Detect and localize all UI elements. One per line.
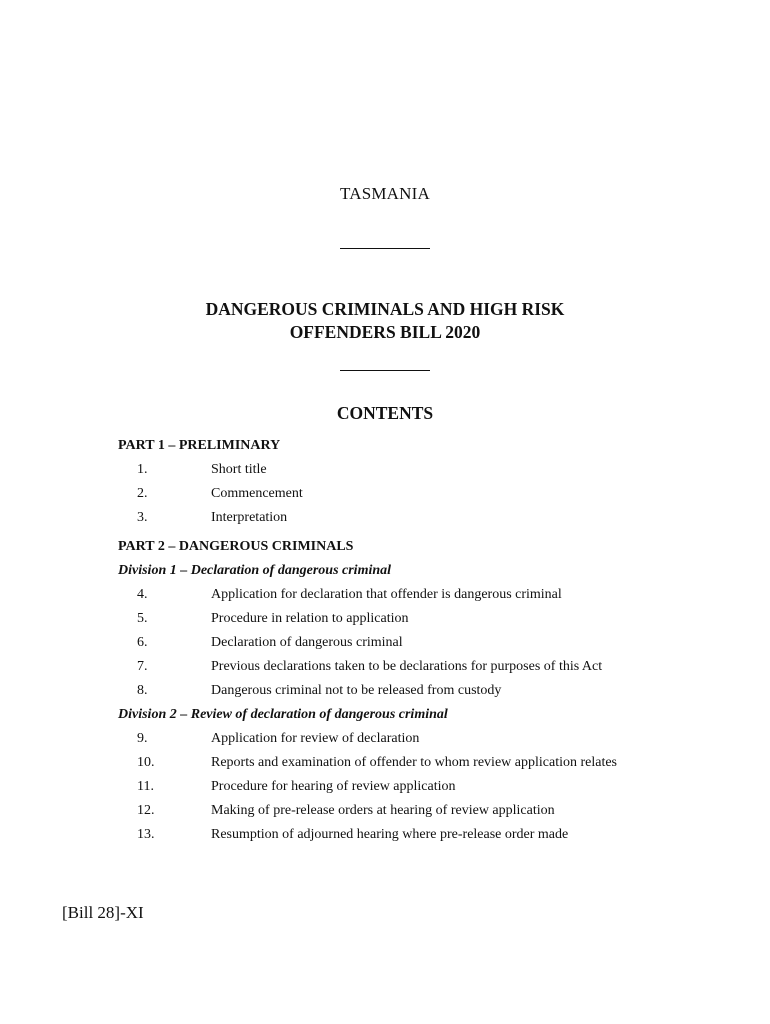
bill-title-line-1: DANGEROUS CRIMINALS AND HIGH RISK: [205, 299, 565, 319]
section-number: 3.: [137, 510, 148, 525]
section-title: Short title: [211, 462, 267, 477]
section-title: Interpretation: [211, 510, 288, 525]
section-title: Application for declaration that offender is dangerous criminal: [211, 587, 562, 602]
division-heading: Division 1 – Declaration of dangerous criminal: [118, 563, 392, 578]
section-title: Previous declarations taken to be declarations for purposes of this Act: [211, 659, 603, 674]
toc-entry: [118, 754, 618, 771]
part-heading: PART 2 – DANGEROUS CRIMINALS: [118, 539, 354, 554]
bill-title-line-2: OFFENDERS BILL 2020: [289, 322, 481, 342]
section-title: Reports and examination of offender to whom review application relates: [211, 755, 617, 770]
part-heading: PART 1 – PRELIMINARY: [118, 438, 281, 453]
section-title: Application for review of declaration: [211, 731, 420, 746]
contents-heading: CONTENTS: [336, 403, 434, 423]
toc-entry: [118, 826, 618, 843]
section-number: 5.: [137, 611, 148, 626]
section-title: Procedure in relation to application: [211, 611, 409, 626]
section-number: 11.: [137, 779, 154, 794]
division-heading: Division 2 – Review of declaration of dangerous criminal: [118, 707, 448, 722]
toc-entry: [118, 730, 618, 747]
toc-entry: [118, 658, 618, 675]
section-number: 6.: [137, 635, 148, 650]
section-title: Procedure for hearing of review application: [211, 779, 456, 794]
section-number: 2.: [137, 486, 148, 501]
section-title: Dangerous criminal not to be released from custody: [211, 683, 502, 698]
table-of-contents: [118, 437, 618, 850]
toc-entry: [118, 461, 618, 478]
toc-entry: [118, 682, 618, 699]
divider-rule-bottom: [340, 370, 430, 371]
toc-entry: [118, 610, 618, 627]
section-title: Commencement: [211, 486, 303, 501]
section-number: 8.: [137, 683, 148, 698]
section-number: 12.: [137, 803, 155, 818]
section-number: 7.: [137, 659, 148, 674]
section-number: 10.: [137, 755, 155, 770]
toc-entry: [118, 485, 618, 502]
section-number: 1.: [137, 462, 148, 477]
section-number: 13.: [137, 827, 155, 842]
section-number: 9.: [137, 731, 148, 746]
toc-entry: [118, 802, 618, 819]
toc-entry: [118, 634, 618, 651]
section-title: Declaration of dangerous criminal: [211, 635, 403, 650]
bill-title: [0, 298, 770, 344]
toc-entry: [118, 778, 618, 795]
bill-reference-footer: [Bill 28]-XI: [62, 903, 144, 922]
toc-entry: [118, 586, 618, 603]
section-number: 4.: [137, 587, 148, 602]
toc-entry: [118, 509, 618, 526]
section-title: Resumption of adjourned hearing where pre-release order made: [211, 827, 569, 842]
section-title: Making of pre-release orders at hearing of review application: [211, 803, 555, 818]
jurisdiction-heading: TASMANIA: [340, 184, 430, 203]
divider-rule-top: [340, 248, 430, 249]
